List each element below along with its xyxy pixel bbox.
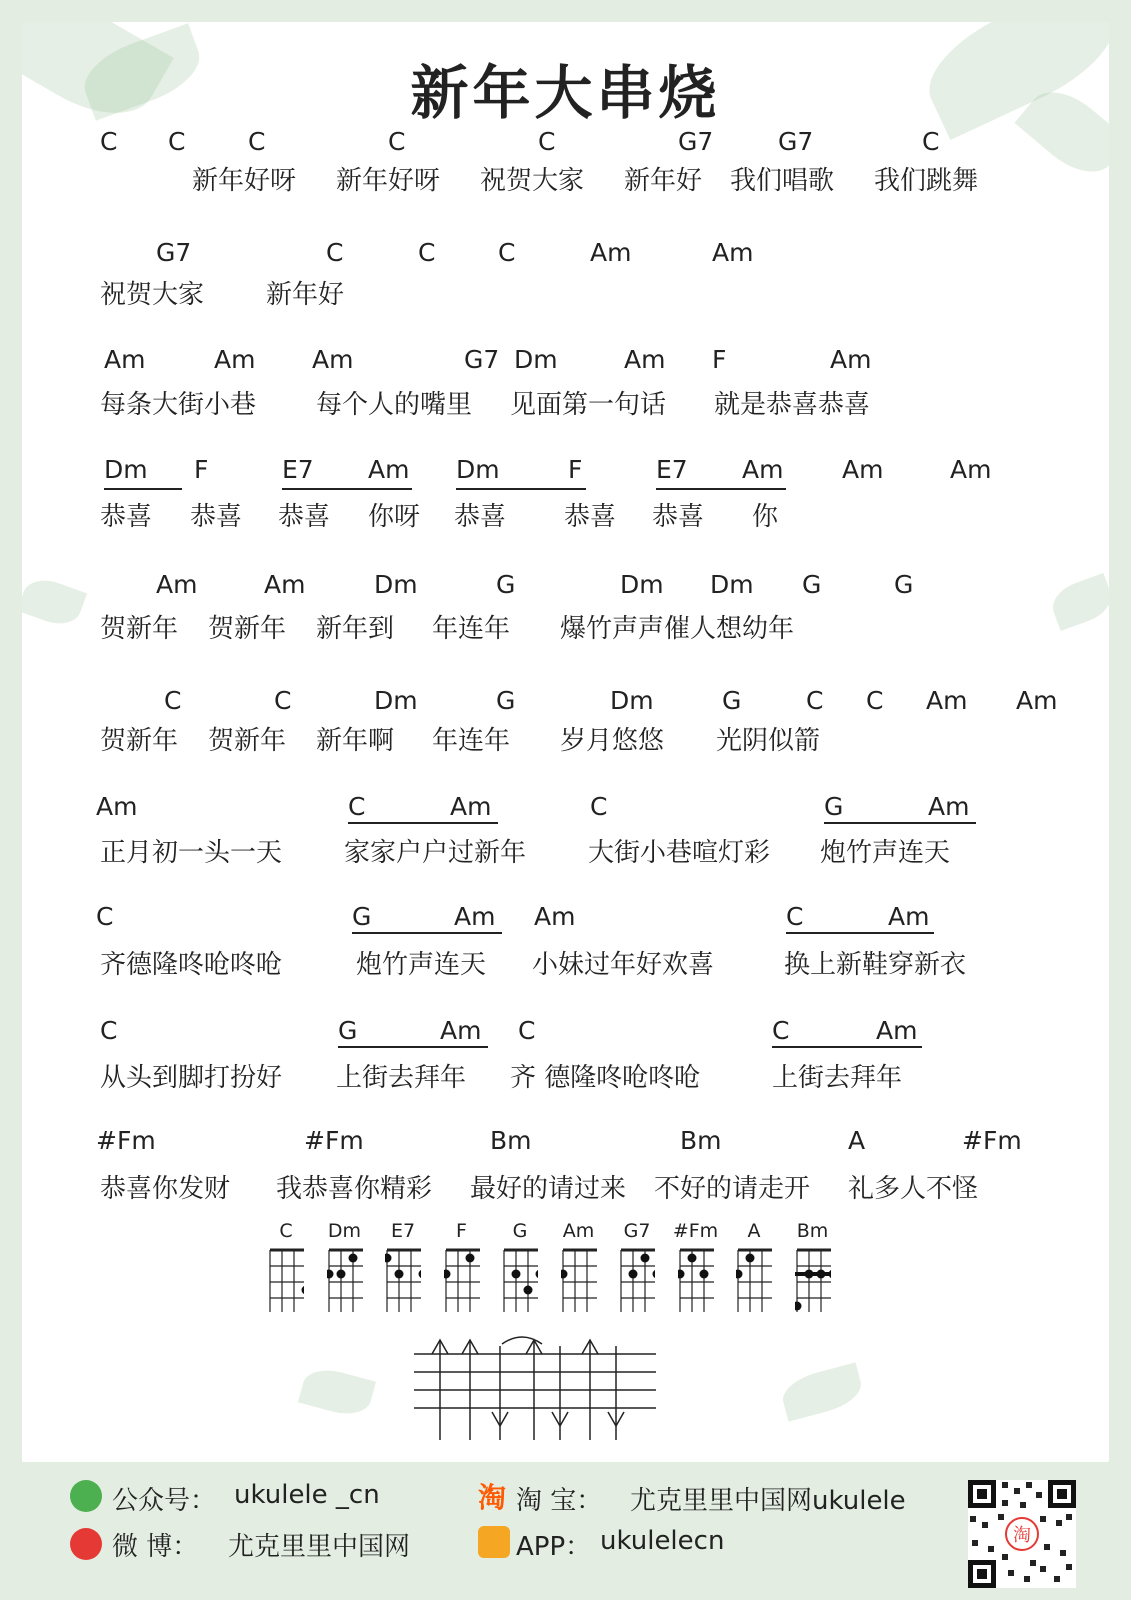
chord-diagram-label: #Fm <box>672 1220 719 1242</box>
chord-symbol: C <box>100 1016 118 1045</box>
chord-symbol: #Fm <box>96 1126 156 1155</box>
chord-symbol: Am <box>926 686 968 715</box>
chord-symbol: Am <box>950 455 992 484</box>
fretboard-grid <box>561 1248 597 1312</box>
lyric-phrase: 炮竹声连天 <box>356 950 487 980</box>
chord-symbol: Dm <box>514 345 558 374</box>
finger-dot <box>385 1254 392 1263</box>
lyric-phrase: 你呀 <box>368 502 421 532</box>
chord-diagram-label: C <box>279 1220 293 1242</box>
chord-symbol: Am <box>312 345 354 374</box>
lyric-phrase: 新年好呀 <box>336 166 441 196</box>
chord-symbol: C <box>164 686 182 715</box>
leaf-decoration <box>778 1362 866 1421</box>
finger-dot <box>524 1286 533 1295</box>
chord-underline <box>348 822 498 824</box>
app-name[interactable]: ukulelecn <box>600 1526 725 1556</box>
lyric-phrase: 最好的请过来 <box>470 1174 627 1204</box>
lyric-phrase: 齐德隆咚呛咚呛 <box>100 950 283 980</box>
chord-symbol: C <box>498 238 516 267</box>
finger-dot <box>629 1270 638 1279</box>
chord-symbol: Bm <box>490 1126 532 1155</box>
chord-symbol: C <box>248 127 266 156</box>
chord-symbol: C <box>348 792 366 821</box>
chord-symbol: Am <box>96 792 138 821</box>
chord-symbol: Am <box>928 792 970 821</box>
chord-symbol: C <box>922 127 940 156</box>
chord-diagram-label: Dm <box>327 1220 362 1242</box>
chord-diagram-label: G <box>512 1220 528 1242</box>
fretboard-grid <box>268 1248 304 1312</box>
chord-symbol: Am <box>264 570 306 599</box>
lyric-phrase: 祝贺大家 <box>100 280 205 310</box>
lyric-phrase: 岁月悠悠 <box>560 726 665 756</box>
lyric-phrase: 祝贺大家 <box>480 166 585 196</box>
finger-dot <box>327 1270 334 1279</box>
chord-underline <box>282 488 412 490</box>
chord-symbol: C <box>518 1016 536 1045</box>
qr-code[interactable] <box>968 1480 1076 1588</box>
chord-symbol: Am <box>440 1016 482 1045</box>
wechat-icon <box>70 1480 102 1512</box>
lyric-phrase: 上街去拜年 <box>772 1063 903 1093</box>
chord-symbol: G <box>496 686 516 715</box>
lyric-phrase: 贺新年 <box>208 726 287 756</box>
chord-symbol: #Fm <box>962 1126 1022 1155</box>
chord-symbol: C <box>168 127 186 156</box>
chord-symbol: Dm <box>710 570 754 599</box>
chord-symbol: Dm <box>104 455 148 484</box>
wechat-label: 公众号： <box>112 1486 217 1516</box>
lyric-phrase: 新年到 <box>316 614 395 644</box>
chord-symbol: C <box>418 238 436 267</box>
lyric-phrase: 每条大街小巷 <box>100 390 257 420</box>
finger-dot <box>444 1270 451 1279</box>
chord-symbol: Am <box>156 570 198 599</box>
finger-dot <box>336 1270 345 1279</box>
chord-symbol: Am <box>830 345 872 374</box>
chord-symbol: C <box>100 127 118 156</box>
chord-symbol: G <box>496 570 516 599</box>
app-icon <box>478 1526 510 1558</box>
strum-pattern <box>410 1330 660 1440</box>
finger-dot <box>536 1270 539 1279</box>
lyric-phrase: 恭喜 <box>564 502 617 532</box>
lyric-phrase: 我们唱歌 <box>730 166 835 196</box>
chord-symbol: C <box>806 686 824 715</box>
lyric-phrase: 年连年 <box>432 614 511 644</box>
finger-dot <box>687 1254 696 1263</box>
finger-dot <box>641 1254 650 1263</box>
lyric-phrase: 每个人的嘴里 <box>316 390 473 420</box>
finger-dot <box>302 1286 305 1295</box>
finger-dot <box>736 1270 743 1279</box>
lyric-phrase: 贺新年 <box>100 614 179 644</box>
finger-dot <box>395 1270 404 1279</box>
chord-symbol: C <box>274 686 292 715</box>
chord-symbol: C <box>786 902 804 931</box>
lyric-phrase: 我恭喜你精彩 <box>276 1174 433 1204</box>
chord-symbol: Dm <box>374 686 418 715</box>
fretboard-grid <box>444 1248 480 1312</box>
lyric-phrase: 恭喜 <box>652 502 705 532</box>
song-title: 新年大串烧 <box>410 59 721 127</box>
chord-symbol: E7 <box>282 455 314 484</box>
chord-diagram-label: F <box>456 1220 467 1242</box>
fretboard-grid <box>502 1248 538 1312</box>
fretboard-grid <box>678 1248 714 1312</box>
lyric-phrase: 不好的请走开 <box>654 1174 811 1204</box>
chord-symbol: Am <box>1016 686 1058 715</box>
lyric-phrase: 恭喜 <box>100 502 153 532</box>
chord-underline <box>456 488 586 490</box>
lyric-phrase: 贺新年 <box>208 614 287 644</box>
chord-diagram-label: G7 <box>623 1220 651 1242</box>
chord-symbol: G7 <box>778 127 814 156</box>
leaf-decoration <box>22 573 87 631</box>
chord-symbol: G7 <box>464 345 500 374</box>
finger-dot <box>512 1270 521 1279</box>
chord-underline <box>338 1046 488 1048</box>
qr-code-pattern <box>968 1480 1076 1588</box>
wechat-account[interactable]: ukulele _cn <box>234 1480 380 1510</box>
chord-symbol: A <box>848 1126 866 1155</box>
chord-symbol: G <box>352 902 372 931</box>
lyric-phrase: 礼多人不怪 <box>848 1174 979 1204</box>
lyric-phrase: 恭喜 <box>454 502 507 532</box>
weibo-icon <box>70 1528 102 1560</box>
chord-symbol: C <box>538 127 556 156</box>
taobao-store[interactable]: 尤克里里中国网ukulele <box>630 1486 906 1516</box>
lyric-phrase: 新年啊 <box>316 726 395 756</box>
chord-symbol: G7 <box>156 238 192 267</box>
leaf-decoration <box>1047 573 1109 631</box>
chord-underline <box>786 932 934 934</box>
chord-underline <box>772 1046 922 1048</box>
chord-symbol: C <box>772 1016 790 1045</box>
fretboard-grid <box>619 1248 655 1312</box>
chord-symbol: G7 <box>678 127 714 156</box>
chord-symbol: Dm <box>620 570 664 599</box>
finger-dot <box>699 1270 708 1279</box>
lyric-phrase: 大街小巷喧灯彩 <box>588 838 771 868</box>
chord-symbol: Am <box>450 792 492 821</box>
chord-underline <box>352 932 502 934</box>
lyric-phrase: 正月初一头一天 <box>100 838 283 868</box>
chord-symbol: C <box>866 686 884 715</box>
chord-symbol: Am <box>712 238 754 267</box>
chord-symbol: Dm <box>374 570 418 599</box>
lyric-phrase: 从头到脚打扮好 <box>100 1063 283 1093</box>
fretboard-grid <box>327 1248 363 1312</box>
chord-symbol: Am <box>842 455 884 484</box>
chord-symbol: F <box>568 455 583 484</box>
chord-symbol: Am <box>888 902 930 931</box>
chord-underline <box>656 488 786 490</box>
chord-diagram-label: A <box>747 1220 761 1242</box>
chord-symbol: Am <box>454 902 496 931</box>
chord-symbol: F <box>712 345 727 374</box>
lyric-phrase: 新年好 <box>624 166 703 196</box>
lyric-phrase: 恭喜你发财 <box>100 1174 231 1204</box>
chord-symbol: Am <box>590 238 632 267</box>
lyric-phrase: 恭喜 <box>190 502 243 532</box>
lyric-phrase: 爆竹声声催人想幼年 <box>560 614 795 644</box>
chord-symbol: Dm <box>610 686 654 715</box>
app-label: APP： <box>516 1532 592 1562</box>
lyric-phrase: 见面第一句话 <box>510 390 667 420</box>
finger-dot <box>678 1270 685 1279</box>
lyric-phrase: 小妹过年好欢喜 <box>532 950 715 980</box>
lyric-phrase: 光阴似箭 <box>716 726 821 756</box>
finger-dot <box>653 1270 656 1279</box>
finger-dot <box>348 1254 357 1263</box>
weibo-label: 微 博： <box>112 1532 199 1562</box>
chord-symbol: Am <box>214 345 256 374</box>
lyric-phrase: 齐 德隆咚呛咚呛 <box>510 1063 701 1093</box>
chord-symbol: Am <box>876 1016 918 1045</box>
qr-center-label: 淘 <box>1013 1525 1031 1546</box>
lyric-phrase: 炮竹声连天 <box>820 838 951 868</box>
chord-underline <box>104 488 182 490</box>
lyric-phrase: 上街去拜年 <box>336 1063 467 1093</box>
chord-symbol: G <box>338 1016 358 1045</box>
chord-symbol: C <box>590 792 608 821</box>
chord-diagram-label: E7 <box>390 1220 416 1242</box>
lyric-phrase: 家家户户过新年 <box>344 838 527 868</box>
chord-symbol: G <box>894 570 914 599</box>
lyric-phrase: 换上新鞋穿新衣 <box>784 950 967 980</box>
finger-dot <box>561 1270 568 1279</box>
finger-dot <box>795 1302 802 1311</box>
barre-mark <box>795 1272 831 1276</box>
lyric-phrase: 就是恭喜恭喜 <box>714 390 871 420</box>
chord-symbol: Am <box>368 455 410 484</box>
chord-symbol: F <box>194 455 209 484</box>
chord-symbol: Am <box>624 345 666 374</box>
chord-symbol: Am <box>534 902 576 931</box>
finger-dot <box>746 1254 755 1263</box>
taobao-icon: 淘 <box>478 1481 507 1514</box>
chord-symbol: Am <box>742 455 784 484</box>
fretboard-grid <box>795 1248 831 1312</box>
fretboard-grid <box>385 1248 421 1312</box>
lyric-phrase: 新年好呀 <box>192 166 297 196</box>
chord-symbol: #Fm <box>304 1126 364 1155</box>
lyric-phrase: 恭喜 <box>278 502 331 532</box>
lyric-phrase: 你 <box>752 502 779 532</box>
chord-symbol: Am <box>104 345 146 374</box>
chord-symbol: Dm <box>456 455 500 484</box>
chord-diagram-label: Bm <box>796 1220 829 1242</box>
chord-symbol: C <box>388 127 406 156</box>
chord-symbol: C <box>96 902 114 931</box>
lyric-phrase: 新年好 <box>266 280 345 310</box>
chord-diagram-label: Am <box>562 1220 595 1242</box>
chord-symbol: G <box>802 570 822 599</box>
chord-underline <box>824 822 976 824</box>
fretboard-grid <box>736 1248 772 1312</box>
chord-symbol: Bm <box>680 1126 722 1155</box>
lyric-phrase: 年连年 <box>432 726 511 756</box>
chord-symbol: G <box>824 792 844 821</box>
weibo-account[interactable]: 尤克里里中国网 <box>228 1532 411 1562</box>
leaf-decoration <box>298 1364 376 1421</box>
finger-dot <box>419 1270 422 1279</box>
chord-symbol: E7 <box>656 455 688 484</box>
lyric-phrase: 我们跳舞 <box>874 166 979 196</box>
lyric-phrase: 贺新年 <box>100 726 179 756</box>
chord-symbol: G <box>722 686 742 715</box>
chord-symbol: C <box>326 238 344 267</box>
finger-dot <box>465 1254 474 1263</box>
taobao-label: 淘 宝： <box>516 1486 603 1516</box>
